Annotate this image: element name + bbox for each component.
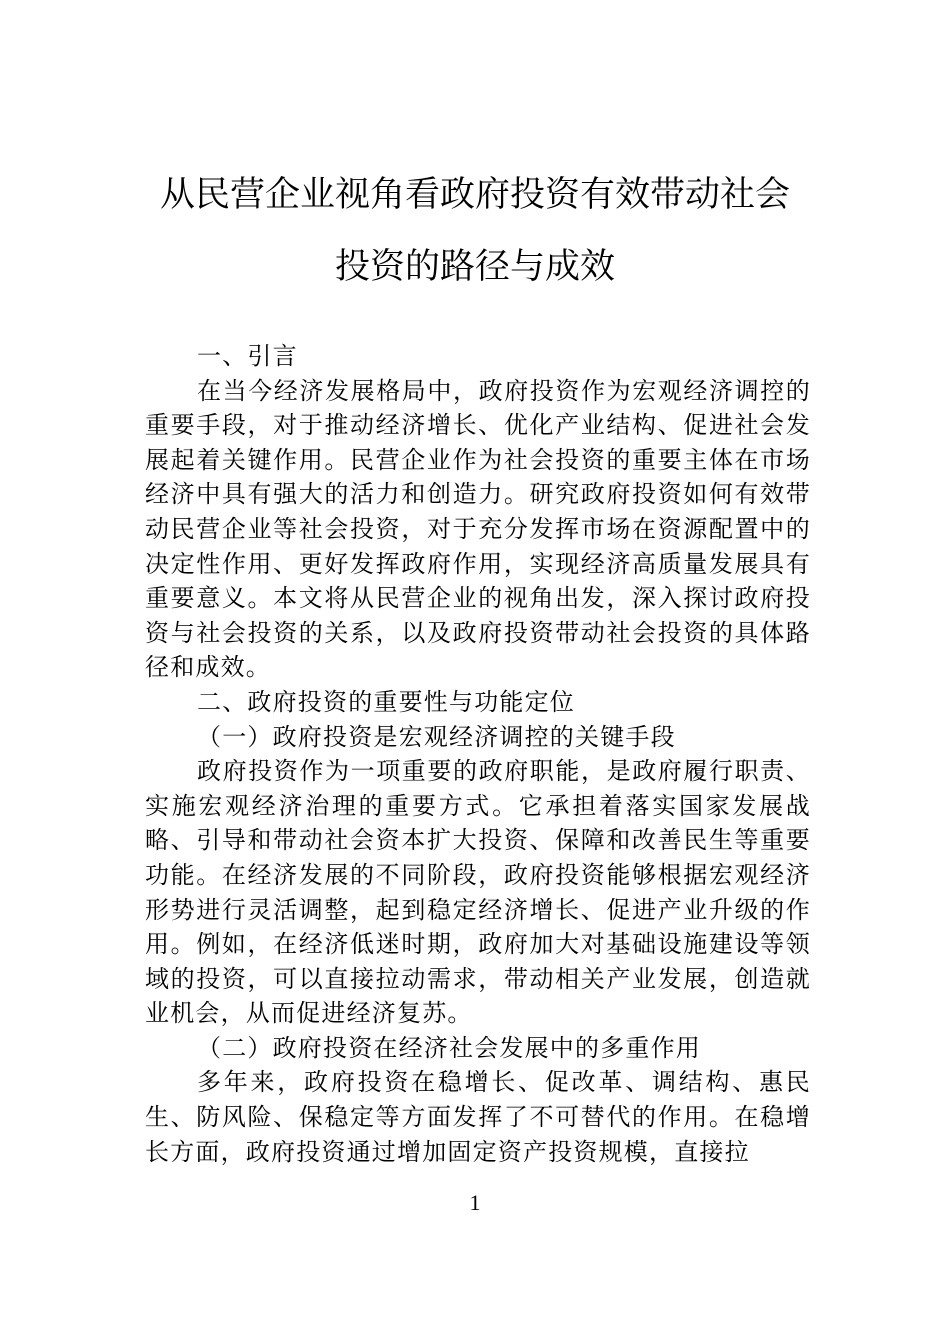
- subsection-heading-2: （二）政府投资在经济社会发展中的多重作用: [197, 1033, 701, 1062]
- section-heading-introduction: 一、引言: [197, 342, 298, 370]
- subsection-heading-1: （一）政府投资是宏观经济调控的关键手段: [197, 722, 676, 751]
- document-title-line-2: 投资的路径与成效: [334, 247, 615, 287]
- document-body: [145, 339, 811, 1169]
- paragraph-introduction: 在当今经济发展格局中，政府投资作为宏观经济调控的重要手段，对于推动经济增长、优化产业结构、促进社会发展起着关键作用。民营企业作为社会投资的重要主体在市场经济中具有强大的活力和创造力。研究政府投资如何有效带动民营企业等社会投资，对于充分发挥市场在资源配置中的决定性作用、更好发挥政府作用，实现经济高质量发展具有重要意义。本文将从民营企业的视角出发，深入探讨政府投资与社会投资的关系，以及政府投资带动社会投资的具体路径和成效。: [145, 376, 811, 682]
- paragraph-subsection-1: 政府投资作为一项重要的政府职能，是政府履行职责、实施宏观经济治理的重要方式。它承担着落实国家发展战略、引导和带动社会资本扩大投资、保障和改善民生等重要功能。在经济发展的不同阶段，政府投资能够根据宏观经济形势进行灵活调整，起到稳定经济增长、促进产业升级的作用。例如，在经济低迷时期，政府加大对基础设施建设等领域的投资，可以直接拉动需求，带动相关产业发展，创造就业机会，从而促进经济复苏。: [145, 757, 811, 1028]
- paragraph-subsection-2: 多年来，政府投资在稳增长、促改革、调结构、惠民生、防风险、保稳定等方面发挥了不可替代的作用。在稳增长方面，政府投资通过增加固定资产投资规模，直接拉: [145, 1068, 811, 1166]
- page-number: 1: [469, 1190, 481, 1215]
- section-heading-importance: 二、政府投资的重要性与功能定位: [197, 687, 575, 716]
- document-title-line-1: 从民营企业视角看政府投资有效带动社会: [159, 175, 790, 215]
